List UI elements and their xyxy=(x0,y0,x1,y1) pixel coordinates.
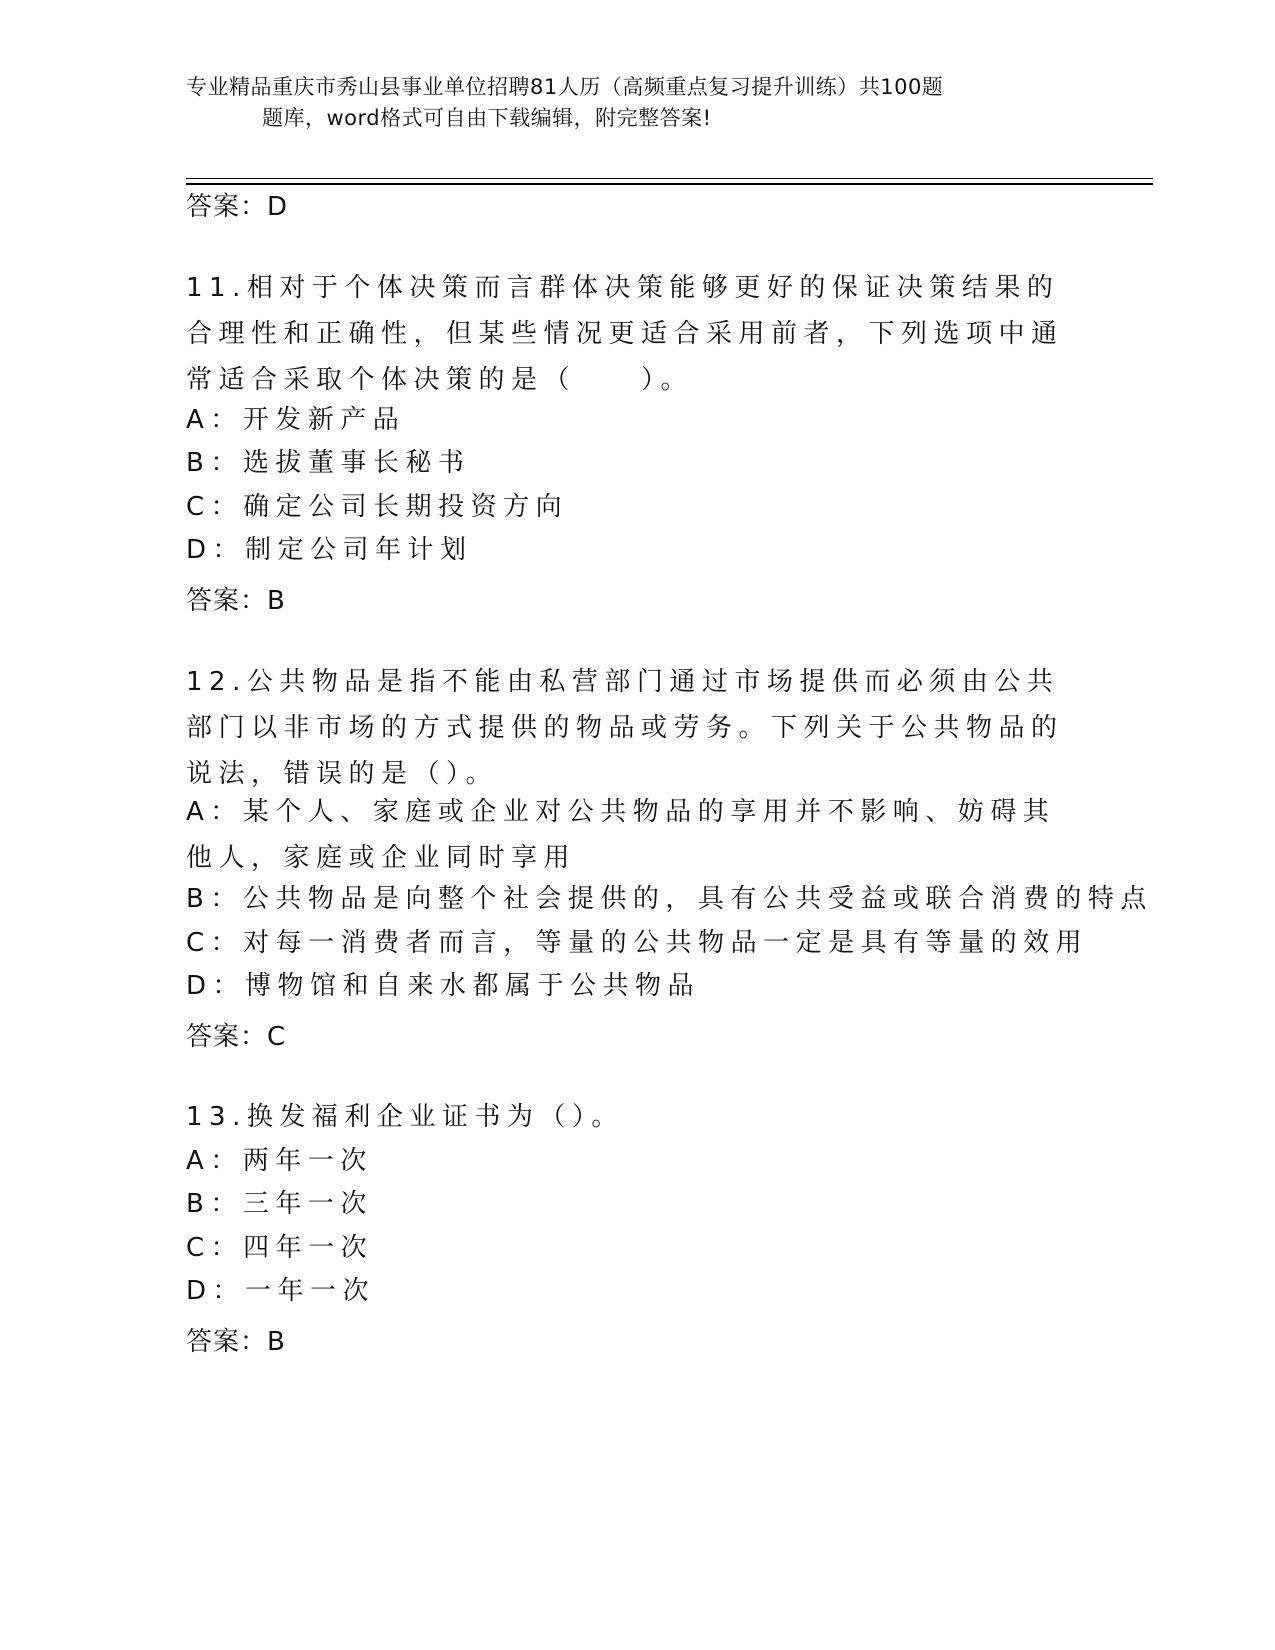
question-13-option-c: C：四年一次 xyxy=(186,1233,374,1263)
question-11-option-b: B：选拔董事长秘书 xyxy=(186,448,471,478)
question-13-answer: 答案：B xyxy=(186,1327,286,1357)
question-12-option-c: C：对每一消费者而言，等量的公共物品一定是具有等量的效用 xyxy=(186,928,1089,958)
question-12-text: 12.公共物品是指不能由私营部门通过市场提供而必须由公共部门以非市场的方式提供的物品或劳务。下列关于公共物品的说法，错误的是（）。 xyxy=(186,667,1064,789)
header-divider-thick xyxy=(186,183,1153,185)
question-11-text: 11.相对于个体决策而言群体决策能够更好的保证决策结果的合理性和正确性，但某些情况更适合采用前者，下列选项中通常适合采取个体决策的是（ ）。 xyxy=(186,273,1064,395)
answer-prev: 答案：D xyxy=(186,192,289,222)
question-11-option-d: D：制定公司年计划 xyxy=(186,535,473,565)
question-13-option-a: A：两年一次 xyxy=(186,1146,373,1176)
question-13-text: 13.换发福利企业证书为（）。 xyxy=(186,1102,624,1132)
document-header xyxy=(186,72,1086,134)
question-13-option-d: D：一年一次 xyxy=(186,1276,376,1306)
question-11-option-a: A：开发新产品 xyxy=(186,405,406,435)
question-12-option-a: A：某个人、家庭或企业对公共物品的享用并不影响、妨碍其他人，家庭或企业同时享用 xyxy=(186,797,1056,873)
question-12-option-b: B：公共物品是向整个社会提供的，具有公共受益或联合消费的特点 xyxy=(186,884,1153,914)
question-13-option-b: B：三年一次 xyxy=(186,1189,373,1219)
header-line-2: 题库，word格式可自由下载编辑，附完整答案! xyxy=(262,106,712,130)
question-12-option-d: D：博物馆和自来水都属于公共物品 xyxy=(186,971,701,1001)
header-divider-thin xyxy=(186,178,1153,179)
question-11-option-c: C：确定公司长期投资方向 xyxy=(186,492,569,522)
question-11-answer: 答案：B xyxy=(186,586,286,616)
question-12-answer: 答案：C xyxy=(186,1022,287,1052)
header-line-1: 专业精品重庆市秀山县事业单位招聘81人历（高频重点复习提升训练）共100题 xyxy=(186,75,944,99)
